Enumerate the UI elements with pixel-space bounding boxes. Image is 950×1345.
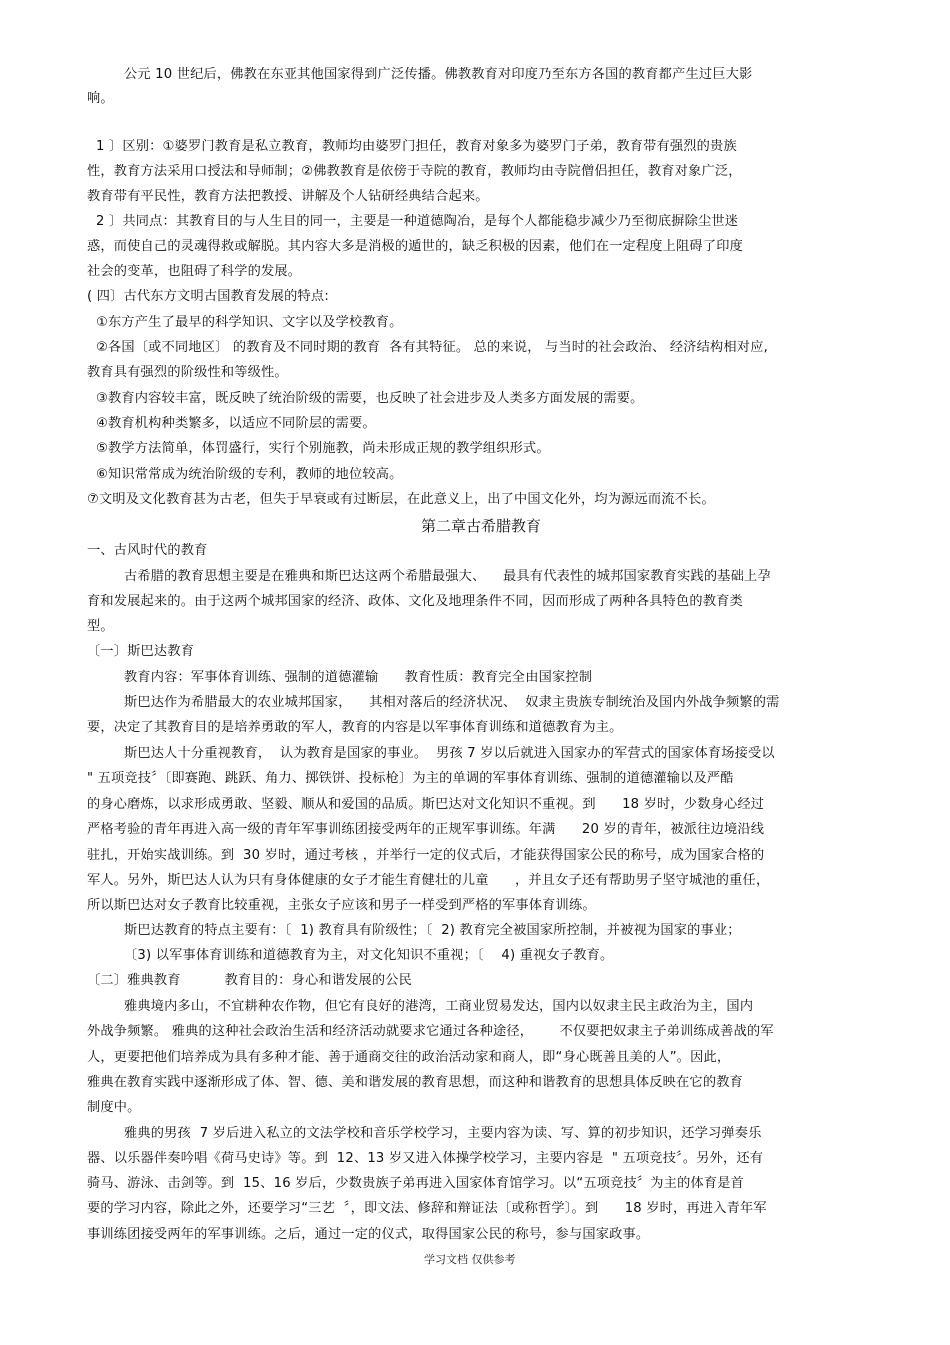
text-line: 人，更要把他们培养成为具有多种才能、善于通商交往的政治活动家和商人，即“身心既善且美的人”。因此， xyxy=(87,1050,731,1065)
text-line: 教育内容：军事体育训练、强制的道德灌输 教育性质：教育完全由国家控制 xyxy=(124,670,593,685)
text-line: 斯巴达人十分重视教育， 认为教育是国家的事业。 男孩 7 岁以后就进入国家办的军营式的国家体育场接受以 xyxy=(124,746,775,761)
text-line: 1 〕区别：①婆罗门教育是私立教育，教师均由婆罗门担任，教育对象多为婆罗门子弟，教育带有强烈的贵族 xyxy=(96,139,737,154)
text-line: 军人。另外，斯巴达人认为只有身体健康的女子才能生育健壮的儿童 ，并且女子还有帮助男子坚守城池的重任， xyxy=(87,873,770,888)
text-line: 雅典境内多山，不宜耕种农作物，但它有良好的港湾，工商业贸易发达，国内以奴隶主民主政治为主，国内 xyxy=(124,999,754,1014)
text-line: 性，教育方法采用口授法和导师制；②佛教教育是依傍于寺院的教育，教师均由寺院僧侣担任，教育对象广泛， xyxy=(87,164,742,179)
text-line: 斯巴达教育的特点主要有：〔 1) 教育具有阶级性；〔 2) 教育完全被国家所控制，并被视为国家的事业； xyxy=(124,923,741,938)
text-line: 教育带有平民性，教育方法把教授、讲解及个人钻研经典结合起来。 xyxy=(87,189,489,204)
section-heading: 一、古风时代的教育 xyxy=(87,543,208,558)
text-line: 〔3) 以军事体育训练和道德教育为主，对文化知识不重视；〔 4) 重视女子教育。 xyxy=(124,948,614,963)
chapter-title: 第二章古希腊教育 xyxy=(421,517,542,535)
text-line: 雅典的男孩 7 岁后进入私立的文法学校和音乐学校学习，主要内容为读、写、算的初步知识，还学习弹奏乐 xyxy=(124,1126,762,1141)
list-item: ⑥知识常常成为统治阶级的专利，教师的地位较高。 xyxy=(96,467,403,482)
section-heading: ( 四〕古代东方文明古国教育发展的特点: xyxy=(87,289,329,304)
text-line: 型。 xyxy=(87,619,114,634)
text-line: 公元 10 世纪后，佛教在东亚其他国家得到广泛传播。佛教教育对印度乃至东方各国的教育都产生过巨大影 xyxy=(124,67,753,82)
section-heading: 〔一〕斯巴达教育 xyxy=(87,644,195,659)
text-line: 要的学习内容，除此之外，还要学习“三艺 〞，即文法、修辞和辩证法〔或称哲学〕。到 18 岁时，再进入青年军 xyxy=(87,1201,767,1216)
text-line: 古希腊的教育思想主要是在雅典和斯巴达这两个希腊最强大、 最具有代表性的城邦国家教育实践的基础上孕 xyxy=(124,569,771,584)
text-line: 严格考验的青年再进入高一级的青年军事训练团接受两年的正规军事训练。年满 20 岁的青年，被派往边境沿线 xyxy=(87,822,765,837)
text-line: 制度中。 xyxy=(87,1100,141,1115)
text-line: 所以斯巴达对女子教育比较重视，主张女子应该和男子一样受到严格的军事体育训练。 xyxy=(87,898,596,913)
text-line: 社会的变革，也阻碍了科学的发展。 xyxy=(87,264,302,279)
text-line: 惑，而使自己的灵魂得救或解脱。其内容大多是消极的遁世的，缺乏积极的因素，他们在一定程度上阻碍了印度 xyxy=(87,239,743,254)
text-line: 的身心磨炼，以求形成勇敢、坚毅、顺从和爱国的品质。斯巴达对文化知识不重视。到 18 岁时，少数身心经过 xyxy=(87,797,765,812)
section-heading: 〔二〕雅典教育 教育目的：身心和谐发展的公民 xyxy=(87,973,413,988)
text-line: 育和发展起来的。由于这两个城邦国家的经济、政体、文化及地理条件不同，因而形成了两种各具特色的教育类 xyxy=(87,594,743,609)
text-line: 要，决定了其教育目的是培养勇敢的军人，教育的内容是以军事体育训练和道德教育为主。 xyxy=(87,720,623,735)
list-item: ⑤教学方法简单，体罚盛行，实行个别施教，尚未形成正规的教学组织形式。 xyxy=(96,441,550,456)
text-line: 外战争频繁。 雅典的这种社会政治生活和经济活动就要求它通过各种途径， 不仅要把奴隶主子弟训练成善战的军 xyxy=(87,1024,774,1039)
text-line: 教育具有强烈的阶级性和等级性。 xyxy=(87,365,288,380)
text-line: " 五项竞技〞〔即赛跑、跳跃、角力、掷铁饼、投标枪〕为主的单调的军事体育训练、强制的道德灌输以及严酷 xyxy=(87,771,734,786)
list-item: ①东方产生了最早的科学知识、文字以及学校教育。 xyxy=(96,315,403,330)
text-line: 驻扎，开始实战训练。到 30 岁时，通过考核 ，并举行一定的仪式后，才能获得国家公民的称号，成为国家合格的 xyxy=(87,848,765,863)
text-line: 雅典在教育实践中逐渐形成了体、智、德、美和谐发展的教育思想，而这种和谐教育的思想具体反映在它的教育 xyxy=(87,1075,743,1090)
page-footer: 学习文档 仅供参考 xyxy=(424,1253,516,1266)
list-item: ②各国〔或不同地区〕 的教育及不同时期的教育 各有其特征。 总的来说， 与当时的社会政治、 经济结构相对应, xyxy=(96,340,768,355)
text-line: 器、以乐器伴奏吟唱《荷马史诗》等。到 12、13 岁又进入体操学校学习，主要内容是 " 五项竞技〞。另外，还有 xyxy=(87,1151,764,1166)
list-item: ⑦文明及文化教育甚为古老，但失于早衰或有过断层，在此意义上，出了中国文化外，均为源远而流不长。 xyxy=(87,492,715,507)
text-line: 骑马、游泳、击剑等。到 15、16 岁后，少数贵族子弟再进入国家体育馆学习。以“五项竞技〞为主的体育是首 xyxy=(87,1176,745,1191)
text-line: 事训练团接受两年的军事训练。之后，通过一定的仪式，取得国家公民的称号，参与国家政事。 xyxy=(87,1227,650,1242)
text-line: 斯巴达作为希腊最大的农业城邦国家， 其相对落后的经济状况、 奴隶主贵族专制统治及国内外战争频繁的需 xyxy=(124,695,780,710)
list-item: ③教育内容较丰富，既反映了统治阶级的需要，也反映了社会进步及人类多方面发展的需要。 xyxy=(96,391,644,406)
list-item: ④教育机构种类繁多，以适应不同阶层的需要。 xyxy=(96,416,376,431)
text-line: 2 〕共同点：其教育目的与人生目的同一，主要是一种道德陶冶，是每个人都能稳步减少乃至彻底摒除尘世迷 xyxy=(96,214,739,229)
text-line: 响。 xyxy=(87,91,114,106)
